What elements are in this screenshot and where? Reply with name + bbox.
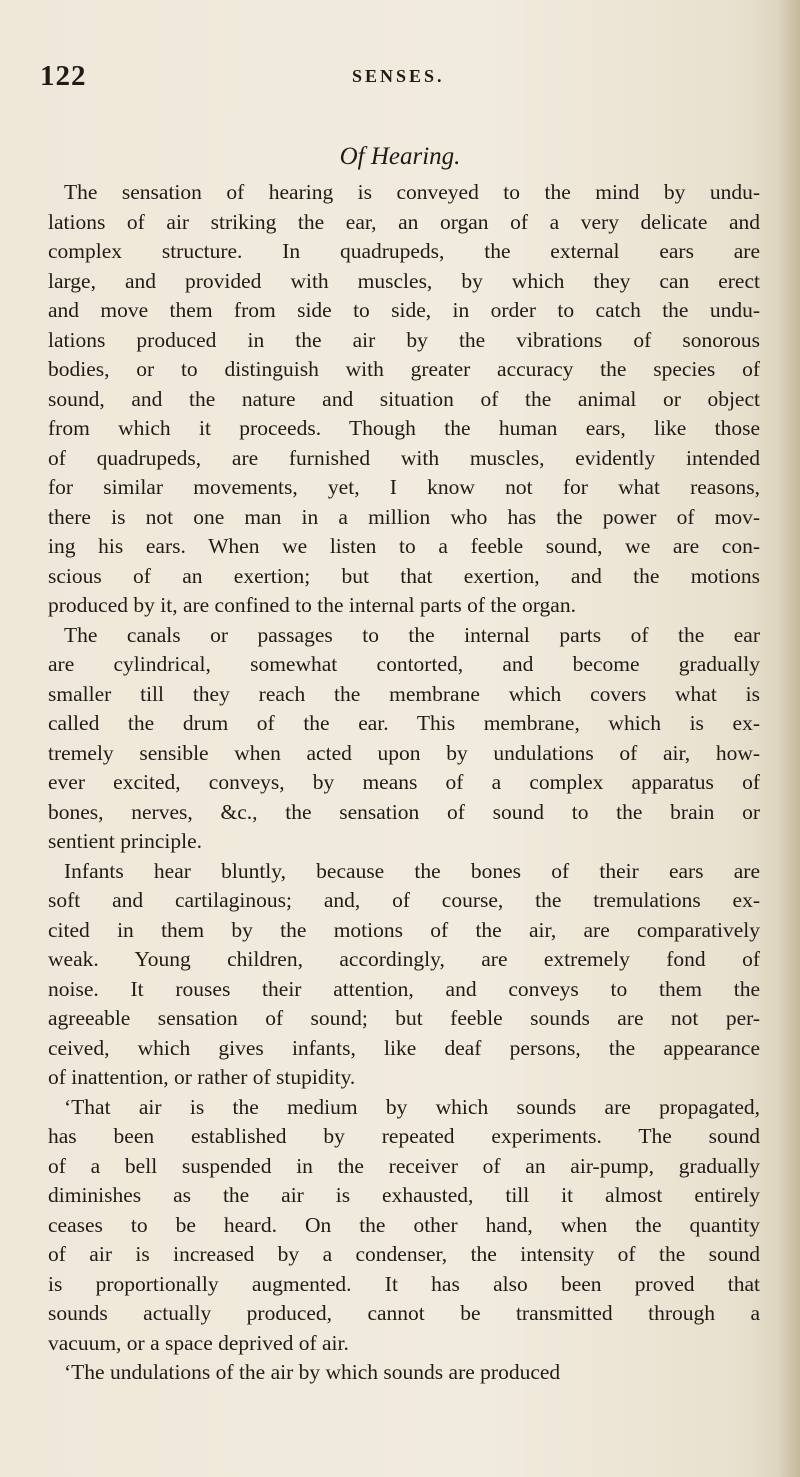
text-line: sentient principle. — [48, 829, 203, 853]
running-header-title: SENSES. — [352, 66, 445, 86]
text-line: Infants hear bluntly, because the bones of their ears are — [64, 858, 760, 883]
text-line: has been established by repeated experiments. The sound — [48, 1124, 760, 1148]
text-line: called the drum of the ear. This membrane, which is ex- — [48, 711, 760, 735]
text-line: lations of air striking the ear, an organ of a very delicate and — [48, 209, 760, 234]
text-line: noise. It rouses their attention, and conveys to them the — [48, 976, 760, 1001]
text-line: The sensation of hearing is conveyed to the mind by undu- — [64, 180, 760, 204]
running-header — [40, 60, 760, 94]
text-line: complex structure. In quadrupeds, the external ears are — [48, 239, 760, 263]
text-line: from which it proceeds. Though the human ears, like those — [48, 416, 760, 440]
text-line: there is not one man in a million who has the power of mov- — [48, 504, 760, 529]
text-line: ‘That air is the medium by which sounds are propagated, — [64, 1094, 760, 1119]
text-line: for similar movements, yet, I know not for what reasons, — [48, 475, 760, 499]
text-line: ing his ears. When we listen to a feeble sound, we are con- — [48, 534, 760, 558]
text-line: scious of an exertion; but that exertion, and the motions — [48, 563, 760, 588]
text-line: vacuum, or a space deprived of air. — [48, 1330, 349, 1355]
section-title: Of Hearing. — [339, 143, 461, 170]
text-line: diminishes as the air is exhausted, till it almost entirely — [48, 1183, 760, 1207]
text-line: ceases to be heard. On the other hand, when the quantity — [48, 1212, 760, 1237]
text-line: cited in them by the motions of the air, are comparatively — [48, 917, 760, 942]
text-line: and move them from side to side, in order to catch the undu- — [48, 298, 760, 322]
text-line: sounds actually produced, cannot be transmitted through a — [48, 1301, 760, 1325]
text-line: lations produced in the air by the vibrations of sonorous — [48, 327, 760, 352]
text-line: agreeable sensation of sound; but feeble sounds are not per- — [48, 1006, 760, 1030]
text-line: are cylindrical, somewhat contorted, and become gradually — [48, 652, 760, 676]
text-line: of air is increased by a condenser, the intensity of the sound — [48, 1242, 760, 1266]
text-line: smaller till they reach the membrane which covers what is — [48, 681, 760, 706]
text-line: bodies, or to distinguish with greater accuracy the species of — [48, 357, 760, 381]
text-line: is proportionally augmented. It has also been proved that — [48, 1271, 760, 1296]
text-line: sound, and the nature and situation of the animal or object — [48, 386, 760, 411]
text-line: ‘The undulations of the air by which sounds are produced — [64, 1360, 561, 1384]
text-line: ever excited, conveys, by means of a complex apparatus of — [48, 770, 760, 794]
text-line: of inattention, or rather of stupidity. — [48, 1065, 356, 1089]
text-line: large, and provided with muscles, by which they can erect — [48, 268, 760, 293]
text-line: tremely sensible when acted upon by undulations of air, how- — [48, 740, 760, 765]
text-line: of a bell suspended in the receiver of an air-pump, gradually — [48, 1153, 760, 1178]
text-line: produced by it, are confined to the internal parts of the organ. — [48, 593, 576, 617]
text-line: soft and cartilaginous; and, of course, the tremulations ex- — [48, 888, 760, 912]
body-text — [48, 178, 760, 1388]
page-number: 122 — [40, 60, 87, 92]
text-line: bones, nerves, &c., the sensation of sound to the brain or — [48, 799, 760, 824]
text-line: The canals or passages to the internal parts of the ear — [64, 622, 760, 647]
text-line: weak. Young children, accordingly, are extremely fond of — [48, 947, 760, 971]
page-edge-shadow — [778, 0, 800, 1477]
text-line: ceived, which gives infants, like deaf persons, the appearance — [48, 1035, 760, 1060]
text-line: of quadrupeds, are furnished with muscles, evidently intended — [48, 445, 760, 470]
